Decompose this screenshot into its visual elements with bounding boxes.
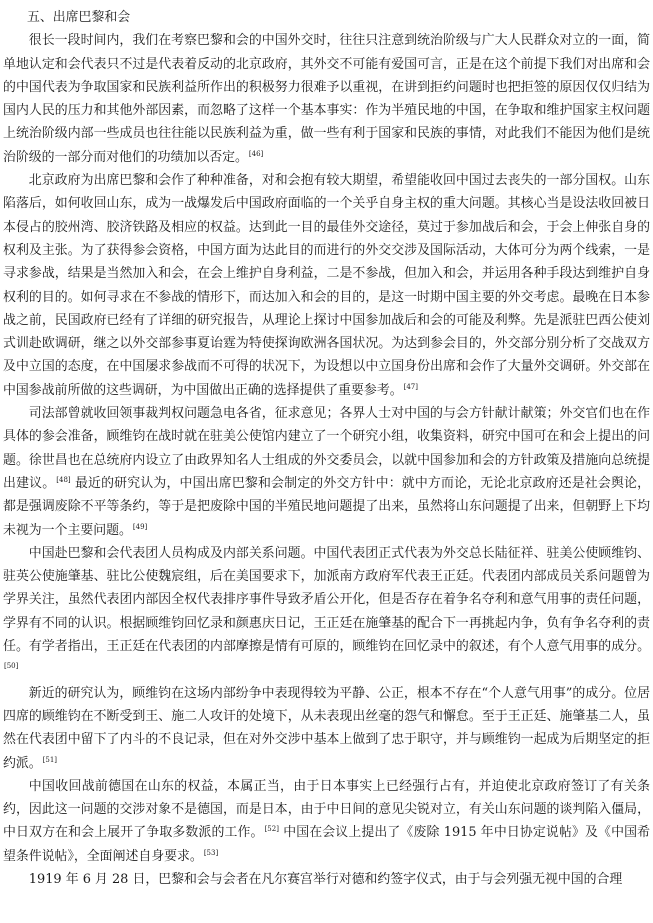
- paragraph-text: 北京政府为出席巴黎和会作了种种准备，对和会抱有较大期望，希望能收回中国过去丧失的一部分国权。山东陷落后，如何收回山东，成为一战爆发后中国政府面临的一个关乎自身主权的重大问题。其核心当是设法收回被日本侵占的胶州湾、胶济铁路及相应的权益。达到此一目的最佳外交途径，莫过于参加战后和会，于会上伸张自身的权利及主张。为了获得参会资格，中国方面为达此目的而进行的外交交涉及国际活动，大体可分为两个线索，一是寻求参战，结果是当然加入和会，在会上维护自身利益，二是不参战，但加入和会，并运用各种手段达到维护自身权利的目的。如何寻求在不参战的情形下，而达加入和会的目的，是这一时期中国主要的外交考虑。最晚在日本参战之前，民国政府已经有了详细的研究报告，从理论上探讨中国参加战后和会的可能及利弊。先是派驻巴西公使刘式训赴欧调研，继之以外交部参事夏诒霆为特使探询欧洲各国状况。为达到参会目的，外交部分别分析了交战双方及中立国的态度，在中国屡求参战而不可得的状况下，为设想以中立国身份出席和会作了大量外交调研。外交部在中国参战前所做的这些调研，为中国做出正确的选择提供了重要参考。: [3, 173, 650, 398]
- paragraph-6: [3, 775, 650, 868]
- paragraph-5: [3, 682, 650, 775]
- paragraph-text: 新近的研究认为，顾维钧在这场内部纷争中表现得较为平静、公正，根本不存在“个人意气用事”的成分。位居四席的顾维钧在不断受到王、施二人攻讦的处境下，从未表现出丝毫的怨气和懈怠。至于王正廷、施肇基二人，虽然在代表团中留下了内斗的不良记录，但在对外交涉中基本上做到了忠于职守，并与顾维钧一起成为后期坚定的拒约派。: [3, 685, 650, 771]
- paragraph-7: [3, 868, 650, 891]
- section-heading: 五、出席巴黎和会: [27, 10, 131, 25]
- paragraph-1: [3, 29, 650, 169]
- paragraph-text-continued: 最近的研究认为，中国出席巴黎和会制定的外交方针中：就中方而论，无论北京政府还是社会舆论，都是强调废除不平等条约，等于是把废除中国的半殖民地问题提了出来，虽然将山东问题提了出来，但朝野上下均未视为一个主要问题。: [3, 475, 650, 538]
- citation-marker: [48]: [56, 475, 71, 484]
- paragraph-text: 很长一段时间内，我们在考察巴黎和会的中国外交时，往往只注意到统治阶级与广大人民群众对立的一面，简单地认定和会代表只不过是代表着反动的北京政府，其外交不可能有爱国可言，正是在这个前提下我们对出席和会的中国代表为争取国家和民族利益所作出的积极努力很难予以重视，在讲到拒约问题时也把拒签的原因仅仅归结为国内人民的压力和其他外部因素，而忽略了这样一个基本事实：作为半殖民地的中国，在争取和维护国家主权问题上统治阶级内部一些成员也往往能以民族利益为重，做一些有利于国家和民族的事情，对此我们不能因为他们是统治阶级的一部分而对他们的功绩加以否定。: [3, 33, 650, 165]
- paragraph-text: 中国收回战前德国在山东的权益，本属正当，由于日本事实上已经强行占有，并迫使北京政府签订了有关条约，因此这一问题的交涉对象不是德国，而是日本，由于中日间的意见尖锐对立，有关山东问题的谈判陷入僵局，中日双方在和会上展开了争取多数派的工作。: [3, 778, 650, 841]
- paragraph-text-continued: 中国在会议上提出了《废除 1915 年中日协定说帖》及《中国希望条件说帖》，全面阐述自身要求。: [3, 825, 651, 864]
- paragraph-3: [3, 402, 650, 542]
- paragraph-4: [3, 542, 650, 682]
- citation-marker: [52]: [264, 825, 279, 834]
- citation-marker: [50]: [4, 662, 19, 671]
- paragraph-text: 中国赴巴黎和会代表团人员构成及内部关系问题。中国代表团正式代表为外交总长陆征祥、驻美公使顾维钧、驻英公使施肇基、驻比公使魏宸组，后在美国要求下，加派南方政府军代表王正廷。代表团内部成员关系问题曾为学界关注，虽然代表团内部因全权代表排序事件导致矛盾公开化，但是否存在着争名夺利和意气用事的责任问题，学界有不同的认识。根据顾维钧回忆录和颜惠庆日记，王正廷在施肇基的配合下一再挑起内争，负有争名夺利的责任。有学者指出，王正廷在代表团的内部摩擦是情有可原的，顾维钧在回忆录中的叙述，有个人意气用事的成分。: [3, 545, 650, 655]
- citation-marker: [53]: [203, 848, 219, 857]
- citation-marker: [46]: [248, 149, 264, 158]
- citation-marker: [49]: [132, 522, 148, 531]
- paragraph-2: [3, 169, 650, 402]
- citation-marker: [51]: [42, 755, 58, 764]
- paragraph-text: 1919 年 6 月 28 日，巴黎和会与会者在凡尔赛宫举行对德和约签字仪式，由于与会列强无视中国的合理: [28, 871, 623, 887]
- citation-marker: [47]: [403, 382, 418, 391]
- paragraph-text: 司法部曾就收回领事裁判权问题急电各省，征求意见；各界人士对中国的与会方针献计献策；外交官们也在作具体的参会准备，顾维钧在战时就在驻美公使馆内建立了一个研究小组，收集资料，研究中国可在和会上提出的问题。徐世昌也在总统府内设立了由政界知名人士组成的外交委员会，以就中国参加和会的方针政策及措施向总统提出建议。: [3, 406, 650, 491]
